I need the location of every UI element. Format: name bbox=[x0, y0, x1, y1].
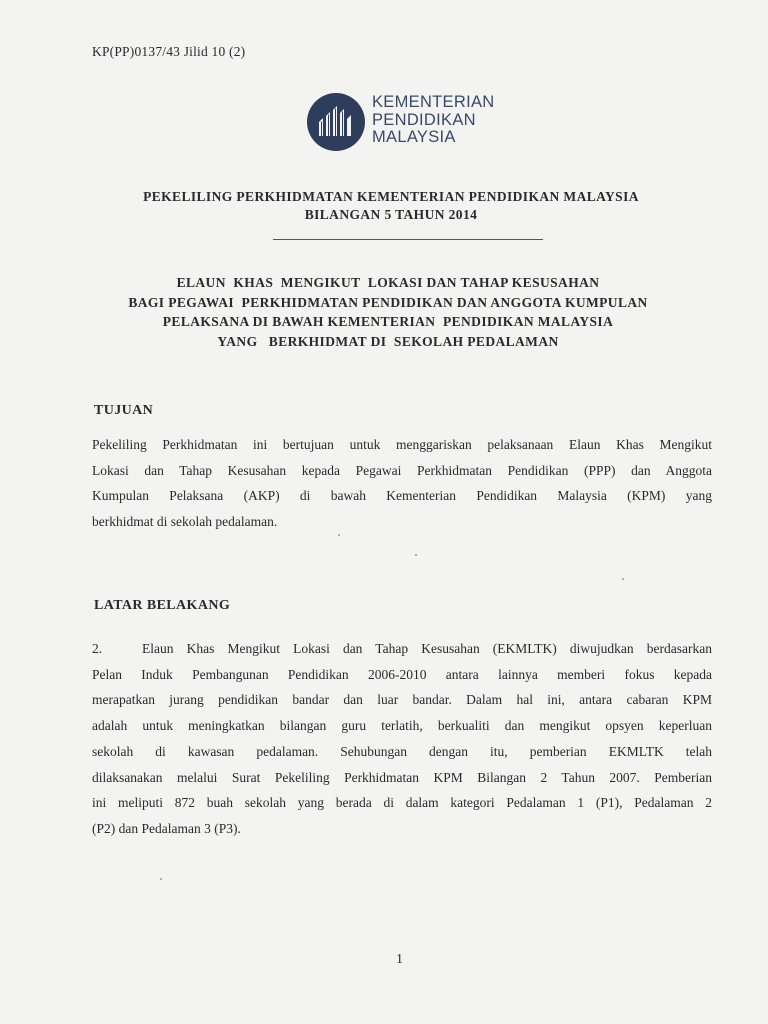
section-heading-latar-belakang: LATAR BELAKANG bbox=[94, 598, 231, 613]
subject-line-3: PELAKSANA DI BAWAH KEMENTERIAN PENDIDIKAN MALAYSIA bbox=[162, 314, 614, 329]
subject-line-1: ELAUN KHAS MENGIKUT LOKASI DAN TAHAP KESUSAHAN bbox=[176, 275, 600, 290]
ministry-emblem-icon bbox=[306, 92, 366, 152]
paragraph-tujuan bbox=[92, 432, 712, 535]
scan-speck bbox=[415, 554, 417, 556]
subject-line-2: BAGI PEGAWAI PERKHIDMATAN PENDIDIKAN DAN ANGGOTA KUMPULAN bbox=[128, 294, 648, 310]
section-heading-tujuan: TUJUAN bbox=[94, 403, 154, 418]
logo-line-2: PENDIDIKAN bbox=[372, 110, 476, 129]
paragraph-line: Pekeliling Perkhidmatan ini bertujuan untuk menggariskan pelaksanaan Elaun Khas Mengikut bbox=[92, 437, 712, 452]
scan-speck bbox=[622, 578, 624, 580]
paragraph-line: adalah untuk meningkatkan bilangan guru terlatih, berkualiti dan mengikut opsyen keperluan bbox=[92, 718, 712, 734]
paragraph-latar-belakang bbox=[92, 636, 712, 842]
subject-title bbox=[0, 273, 768, 351]
paragraph-line: Kumpulan Pelaksana (AKP) di bawah Kementerian Pendidikan Malaysia (KPM) yang bbox=[92, 488, 712, 504]
paragraph-line: berkhidmat di sekolah pedalaman. bbox=[92, 514, 278, 530]
paragraph-line: dilaksanakan melalui Surat Pekeliling Perkhidmatan KPM Bilangan 2 Tahun 2007. Pemberian bbox=[92, 769, 712, 785]
ministry-logo bbox=[306, 92, 516, 154]
logo-line-1: KEMENTERIAN bbox=[372, 93, 495, 111]
paragraph-line: Lokasi dan Tahap Kesusahan kepada Pegawai Perkhidmatan Pendidikan (PPP) dan Anggota bbox=[92, 462, 712, 478]
circular-title-line-1: PEKELILING PERKHIDMATAN KEMENTERIAN PENDIDIKAN MALAYSIA bbox=[143, 189, 639, 204]
circular-title bbox=[0, 188, 768, 224]
paragraph-line: ini meliputi 872 buah sekolah yang berada di dalam kategori Pedalaman 1 (P1), Pedalaman 2 bbox=[92, 795, 712, 811]
title-divider bbox=[273, 239, 543, 240]
ministry-name bbox=[372, 94, 494, 147]
paragraph-first-line bbox=[92, 636, 712, 662]
subject-line-4: YANG BERKHIDMAT DI SEKOLAH PEDALAMAN bbox=[217, 333, 559, 349]
scan-speck bbox=[160, 878, 162, 880]
reference-number: KP(PP)0137/43 Jilid 10 (2) bbox=[92, 44, 246, 59]
scan-speck bbox=[338, 534, 340, 536]
paragraph-line: Pelan Induk Pembangunan Pendidikan 2006-2010 antara lainnya memberi fokus kepada bbox=[92, 666, 712, 682]
paragraph-line: (P2) dan Pedalaman 3 (P3). bbox=[92, 820, 241, 836]
logo-line-3: MALAYSIA bbox=[372, 128, 456, 146]
page-number: 1 bbox=[396, 952, 403, 967]
paragraph-line: merapatkan jurang pendidikan bandar dan luar bandar. Dalam hal ini, antara cabaran KPM bbox=[92, 692, 712, 708]
paragraph-number: 2. bbox=[92, 641, 103, 656]
paragraph-first-line-text: Elaun Khas Mengikut Lokasi dan Tahap Kesusahan (EKMLTK) diwujudkan berdasarkan bbox=[142, 641, 712, 656]
paragraph-line: sekolah di kawasan pedalaman. Sehubungan dengan itu, pemberian EKMLTK telah bbox=[92, 743, 712, 759]
circular-title-line-2: BILANGAN 5 TAHUN 2014 bbox=[304, 207, 478, 222]
